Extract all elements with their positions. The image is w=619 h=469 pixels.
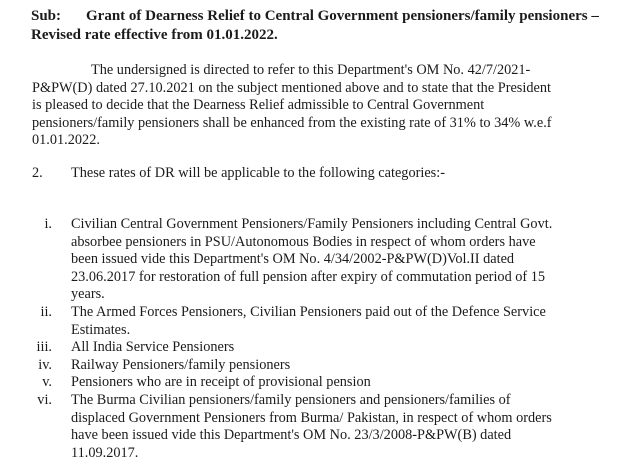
paragraph-1-line: P&PW(D) dated 27.10.2021 on the subject mentioned above and to state that the President <box>32 79 551 96</box>
list-item-numeral: iv. <box>38 356 52 373</box>
list-item-line: years. <box>71 286 105 303</box>
subject-label: Sub: <box>31 8 62 24</box>
list-item <box>0 357 619 375</box>
list-item <box>0 392 619 462</box>
list-item-numeral: v. <box>42 374 52 391</box>
list-item-line: Civilian Central Government Pensioners/Family Pensioners including Central Govt. <box>71 216 553 232</box>
paragraph-1-line: The undersigned is directed to refer to this Department's OM No. 42/7/2021- <box>91 62 531 78</box>
list-item-line: have been issued vide this Department's OM No. 23/3/2008-P&PW(B) dated <box>71 427 512 444</box>
list-item-line: Railway Pensioners/family pensioners <box>71 356 291 373</box>
subject-line-2: Revised rate effective from 01.01.2022. <box>31 27 278 43</box>
list-item-line: displaced Government Pensioners from Burma/ Pakistan, in respect of whom orders <box>71 409 552 426</box>
list-item-numeral: i. <box>44 216 52 232</box>
list-item-line: been issued vide this Department's OM No. 4/34/2002-P&PW(D)Vol.II dated <box>71 251 515 268</box>
list-item-line: All India Service Pensioners <box>71 339 235 356</box>
list-item-line: absorbee pensioners in PSU/Autonomous Bodies in respect of whom orders have <box>71 233 536 250</box>
list-item-line: Pensioners who are in receipt of provisional pension <box>71 374 371 391</box>
paragraph-1-line: 01.01.2022. <box>32 132 100 148</box>
paragraph-2-text: These rates of DR will be applicable to the following categories:- <box>71 165 445 181</box>
list-item-line: The Armed Forces Pensioners, Civilian Pensioners paid out of the Defence Service <box>71 303 546 320</box>
list-item <box>0 339 619 357</box>
list-item-line: Estimates. <box>71 321 131 338</box>
subject-line-1: Grant of Dearness Relief to Central Government pensioners/family pensioners – <box>86 8 599 24</box>
list-item <box>0 304 619 339</box>
paragraph-1-line: is pleased to decide that the Dearness Relief admissible to Central Government <box>32 97 485 113</box>
list-item-numeral: iii. <box>36 339 52 356</box>
list-item-line: 11.09.2017. <box>71 444 139 461</box>
paragraph-2-number: 2. <box>32 165 43 181</box>
subject-heading <box>31 7 616 45</box>
list-item-line: 23.06.2017 for restoration of full pension after expiry of commutation period of 15 <box>71 268 546 285</box>
paragraph-1-line: pensioners/family pensioners shall be enhanced from the existing rate of 31% to 34% w.e.f <box>32 114 552 131</box>
list-item <box>0 374 619 392</box>
list-item-numeral: vi. <box>37 391 52 408</box>
list-item-line: The Burma Civilian pensioners/family pensioners and pensioners/families of <box>71 391 511 408</box>
paragraph-1 <box>32 62 602 150</box>
list-item <box>0 216 619 304</box>
categories-list <box>0 216 619 462</box>
list-item-numeral: ii. <box>40 303 52 320</box>
